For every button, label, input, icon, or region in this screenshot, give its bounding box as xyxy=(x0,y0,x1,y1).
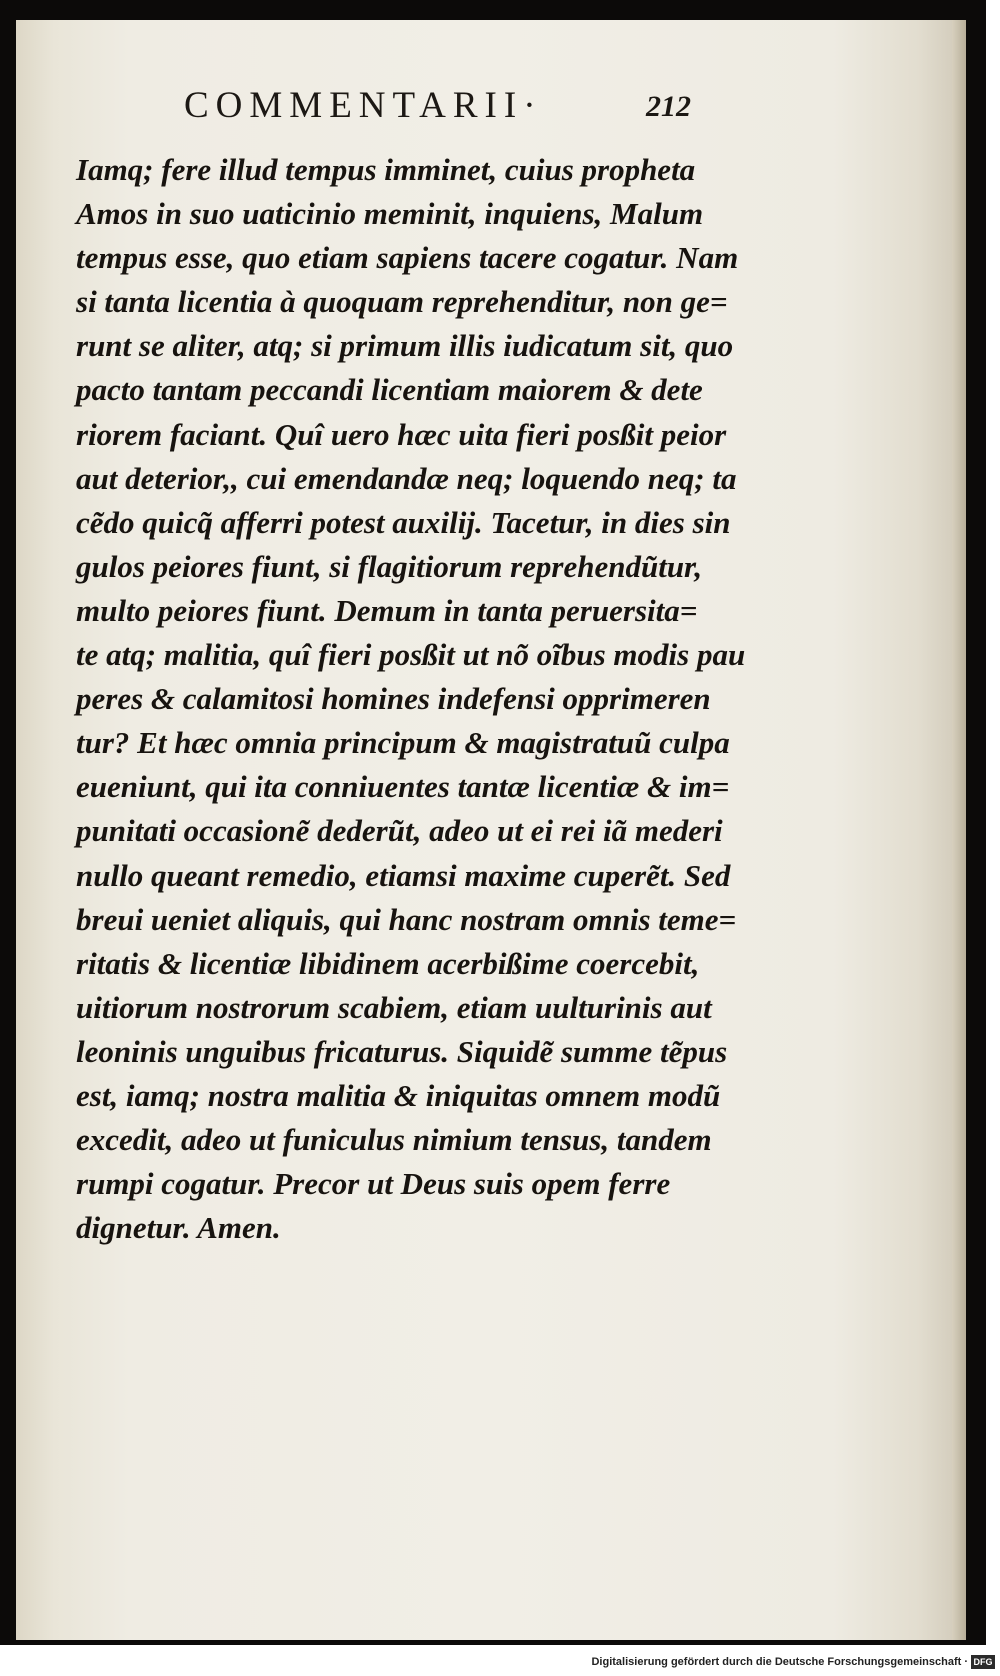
text-line: runt se aliter, atq; si primum illis iudicatum sit, quo xyxy=(76,328,734,364)
dfg-logo: DFG xyxy=(971,1655,995,1669)
bleed-line xyxy=(86,1291,686,1329)
bleed-line xyxy=(86,1215,686,1253)
text-line: breui ueniet aliquis, qui hanc nostram omnis teme= xyxy=(76,901,737,937)
digitization-credit: Digitalisierung gefördert durch die Deutsche Forschungsgemeinschaft · xyxy=(591,1656,968,1668)
text-line: nullo queant remedio, etiamsi maxime cuperẽt. Sed xyxy=(76,857,731,893)
text-line: leoninis unguibus fricaturus. Siquidẽ summe tẽpus xyxy=(76,1033,728,1069)
text-line: Iamq; fere illud tempus imminet, cuius propheta xyxy=(76,152,696,187)
text-line: tur? Et hæc omnia principum & magistratuũ culpa xyxy=(76,725,730,761)
page-edge-shadow xyxy=(952,20,966,1640)
text-line: cẽdo quicq̃ afferri potest auxilij. Tacetur, in dies sin xyxy=(76,504,731,540)
bleed-line xyxy=(86,1253,686,1291)
text-line: punitati occasionẽ dederũt, adeo ut ei rei iã mederi xyxy=(76,813,723,849)
text-line: excedit, adeo ut funiculus nimium tensus, tandem xyxy=(76,1122,712,1158)
body-text xyxy=(76,148,756,1250)
text-line: Amos in suo uaticinio meminit, inquiens, Malum xyxy=(76,196,704,232)
text-line: multo peiores fiunt. Demum in tanta peruersita= xyxy=(76,592,698,628)
bleed-through-ghost-text xyxy=(86,1215,686,1329)
text-line: rumpi cogatur. Precor ut Deus suis opem ferre xyxy=(76,1166,671,1202)
text-line: eueniunt, qui ita conniuentes tantæ licentiæ & im= xyxy=(76,769,730,805)
text-line: si tanta licentia à quoquam reprehenditur, non ge= xyxy=(76,284,728,320)
book-page xyxy=(16,20,966,1640)
running-head: COMMENTARII· xyxy=(184,85,543,126)
page-number: 212 xyxy=(646,90,691,123)
text-line: pacto tantam peccandi licentiam maiorem & dete xyxy=(76,372,703,408)
text-line: uitiorum nostrorum scabiem, etiam uulturinis aut xyxy=(76,989,712,1025)
text-line: ritatis & licentiæ libidinem acerbißime coercebit, xyxy=(76,945,700,981)
text-line: tempus esse, quo etiam sapiens tacere cogatur. Nam xyxy=(76,240,739,276)
text-line: gulos peiores fiunt, si flagitiorum reprehendũtur, xyxy=(76,548,703,584)
text-line: riorem faciant. Quî uero hæc uita fieri posßit peior xyxy=(76,416,727,452)
text-line: te atq; malitia, quî fieri posßit ut nõ oĩbus modis pau xyxy=(76,637,746,673)
text-line: dignetur. Amen. xyxy=(76,1210,281,1246)
text-line: aut deterior,, cui emendandæ neq; loquendo neq; ta xyxy=(76,460,737,496)
text-line: peres & calamitosi homines indefensi opprimeren xyxy=(76,681,711,717)
text-line: est, iamq; nostra malitia & iniquitas omnem modũ xyxy=(76,1077,721,1113)
